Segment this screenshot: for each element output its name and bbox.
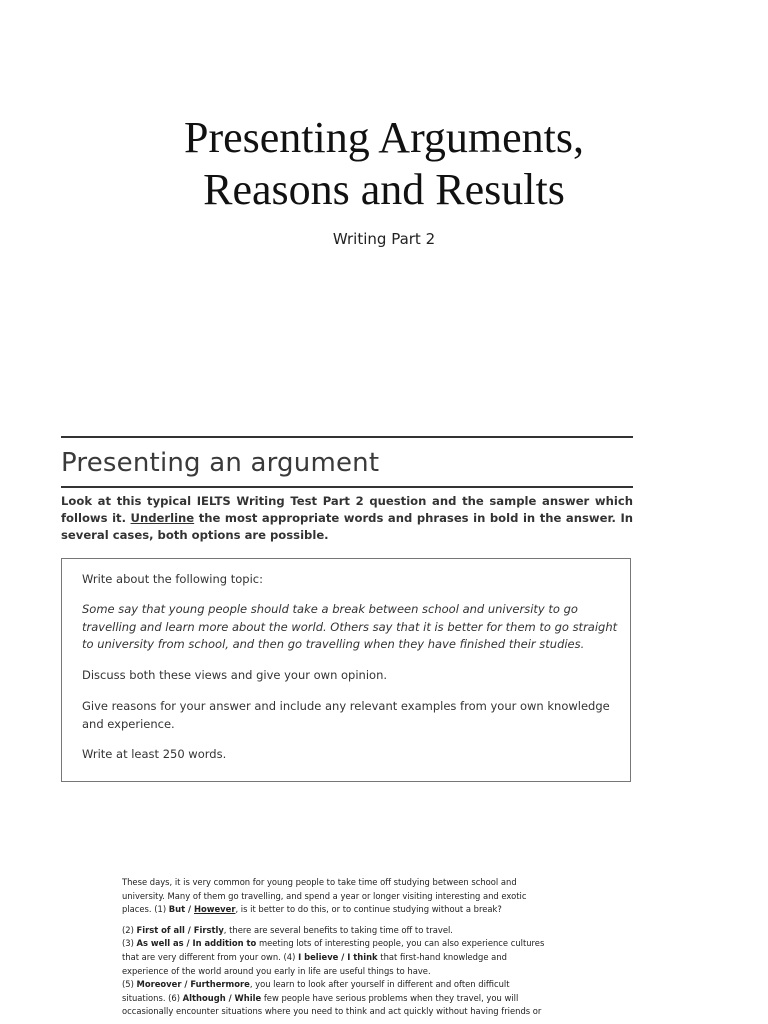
essay-p1-end: , is it better to do this, or to continue studying without a break? bbox=[235, 904, 502, 915]
section-heading: Presenting an argument bbox=[61, 448, 380, 478]
task-length: Write at least 250 words. bbox=[82, 747, 227, 761]
essay-l3-text-2: that first-hand knowledge and experience of the world around you early in life are useful things to have. bbox=[122, 951, 507, 976]
task-box bbox=[61, 558, 631, 782]
essay-l3-options-2: I believe / I think bbox=[298, 951, 378, 962]
essay-l4-options: Moreover / Furthermore bbox=[136, 979, 250, 990]
essay-l4-options-2: Although / While bbox=[182, 992, 262, 1003]
essay-l2-number: (2) bbox=[122, 924, 137, 935]
essay-l4-number: (5) bbox=[122, 979, 137, 990]
essay-l4-text-2: few people have serious problems when they travel, you will occasionally encounter situations where you need to think and act quickly without having friends or bbox=[122, 992, 542, 1017]
essay-l2-text: , there are several benefits to taking time off to travel. bbox=[223, 924, 453, 935]
essay-p1-text: These days, it is very common for young people to take time off studying between school and university. Many of them go travelling, and spend a year or longer visiting interesting and exotic places. (1) bbox=[122, 877, 527, 915]
instructions bbox=[61, 493, 633, 545]
essay-p1-option-a: But bbox=[168, 904, 186, 915]
essay-l3-number: (3) bbox=[122, 938, 137, 949]
instructions-underline-word: Underline bbox=[130, 511, 195, 526]
page-subtitle: Writing Part 2 bbox=[332, 230, 436, 248]
essay-p1-option-b: However bbox=[194, 904, 236, 915]
essay-paragraph-1 bbox=[122, 876, 552, 917]
essay-l3-options: As well as / In addition to bbox=[136, 938, 257, 949]
title-line-2: Reasons and Results bbox=[203, 165, 565, 214]
essay-l2-options: First of all / Firstly bbox=[136, 924, 224, 935]
essay-l4-text: , you learn to look after yourself in different and often difficult situations. (6) bbox=[122, 979, 510, 1003]
task-reasons: Give reasons for your answer and include any relevant examples from your own knowledge and experience. bbox=[82, 699, 610, 731]
page-title bbox=[0, 112, 768, 216]
sample-answer bbox=[122, 876, 552, 1019]
section-rule-bottom bbox=[61, 486, 633, 488]
essay-line-3 bbox=[122, 937, 552, 978]
title-line-1: Presenting Arguments, bbox=[183, 113, 585, 162]
task-prompt: Write about the following topic: bbox=[82, 572, 263, 586]
essay-line-2 bbox=[122, 924, 552, 938]
essay-p1-separator: / bbox=[185, 904, 194, 915]
task-discuss: Discuss both these views and give your own opinion. bbox=[82, 668, 388, 682]
instructions-part-1: Look at this typical IELTS Writing Test Part 2 question and the sample answer which follows it. bbox=[61, 494, 633, 526]
section-rule-top bbox=[61, 436, 633, 438]
task-topic: Some say that young people should take a break between school and university to go travelling and learn more about the world. Others say that it is better for them to go straight to university from school, and then go travelling when they have finished their studies. bbox=[82, 602, 618, 651]
essay-line-4 bbox=[122, 978, 552, 1019]
essay-l3-text: meeting lots of interesting people, you can also experience cultures that are very different from your own. (4) bbox=[122, 938, 545, 962]
instructions-part-2: the most appropriate words and phrases in bold in the answer. In several cases, both options are possible. bbox=[61, 511, 634, 543]
